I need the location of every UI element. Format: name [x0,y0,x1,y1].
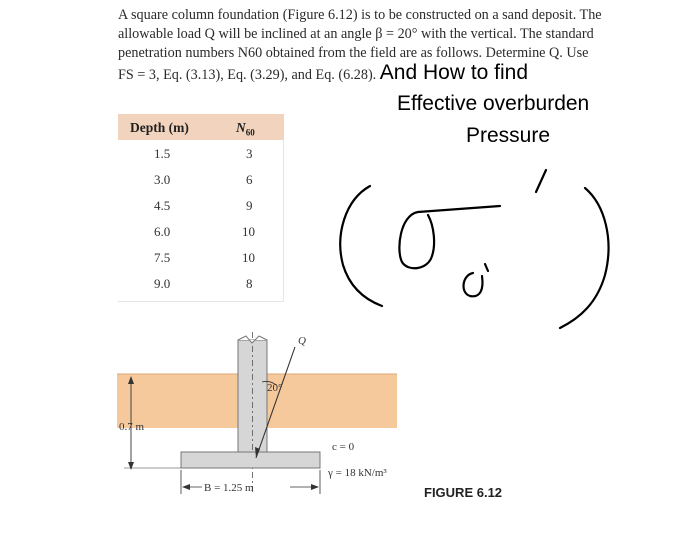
unit-weight-label: γ = 18 kN/m³ [328,467,387,479]
hand-prime-mark [536,170,546,192]
hand-left-paren [340,186,382,306]
cell-depth: 6.0 [154,224,171,239]
annotation-line-2: Pressure [466,124,551,147]
cell-n60: 10 [242,250,255,265]
cohesion-label: c = 0 [332,441,355,453]
cell-depth: 7.5 [154,250,171,265]
load-q-label: Q [298,335,306,347]
cell-depth: 3.0 [154,172,171,187]
cell-depth: 9.0 [154,276,171,291]
handwritten-question: And How to find [379,61,529,84]
width-arrow-left [182,484,190,490]
width-arrow-right [311,484,319,490]
hand-small-o [464,264,488,296]
depth-arrow-bottom [128,462,134,470]
cell-n60: 10 [242,224,255,239]
hand-sigma-loop [399,212,434,268]
handwritten-sigma-sketch [340,170,608,328]
header-depth: Depth (m) [130,120,189,135]
annotation-line-1: Effective overburden [397,92,590,115]
cell-depth: 1.5 [154,146,171,161]
depth-label: 0.7 m [119,421,145,433]
cell-n60: 6 [246,172,253,187]
problem-line-3: penetration numbers N60 obtained from the field are as follows. Determine Q. Use [118,45,589,61]
problem-line-2: allowable load Q will be inclined at an angle β = 20° with the vertical. The standard [118,26,594,42]
cell-n60: 3 [246,146,253,161]
hand-sigma-stroke [418,206,500,212]
cell-depth: 4.5 [154,198,171,213]
cell-n60: 8 [246,276,253,291]
footing [181,452,320,468]
angle-label: 20° [267,382,283,394]
figure-caption: FIGURE 6.12 [424,485,503,500]
width-label: B = 1.25 m [204,482,254,494]
problem-line-1: A square column foundation (Figure 6.12) is to be constructed on a sand deposit. The [118,7,602,23]
hand-right-paren [560,188,608,328]
cell-n60: 9 [246,198,253,213]
problem-line-4-text: FS = 3, Eq. (3.13), Eq. (3.29), and Eq. (6.28). [118,67,377,83]
header-n60: $N_{60}$ [236,120,255,138]
